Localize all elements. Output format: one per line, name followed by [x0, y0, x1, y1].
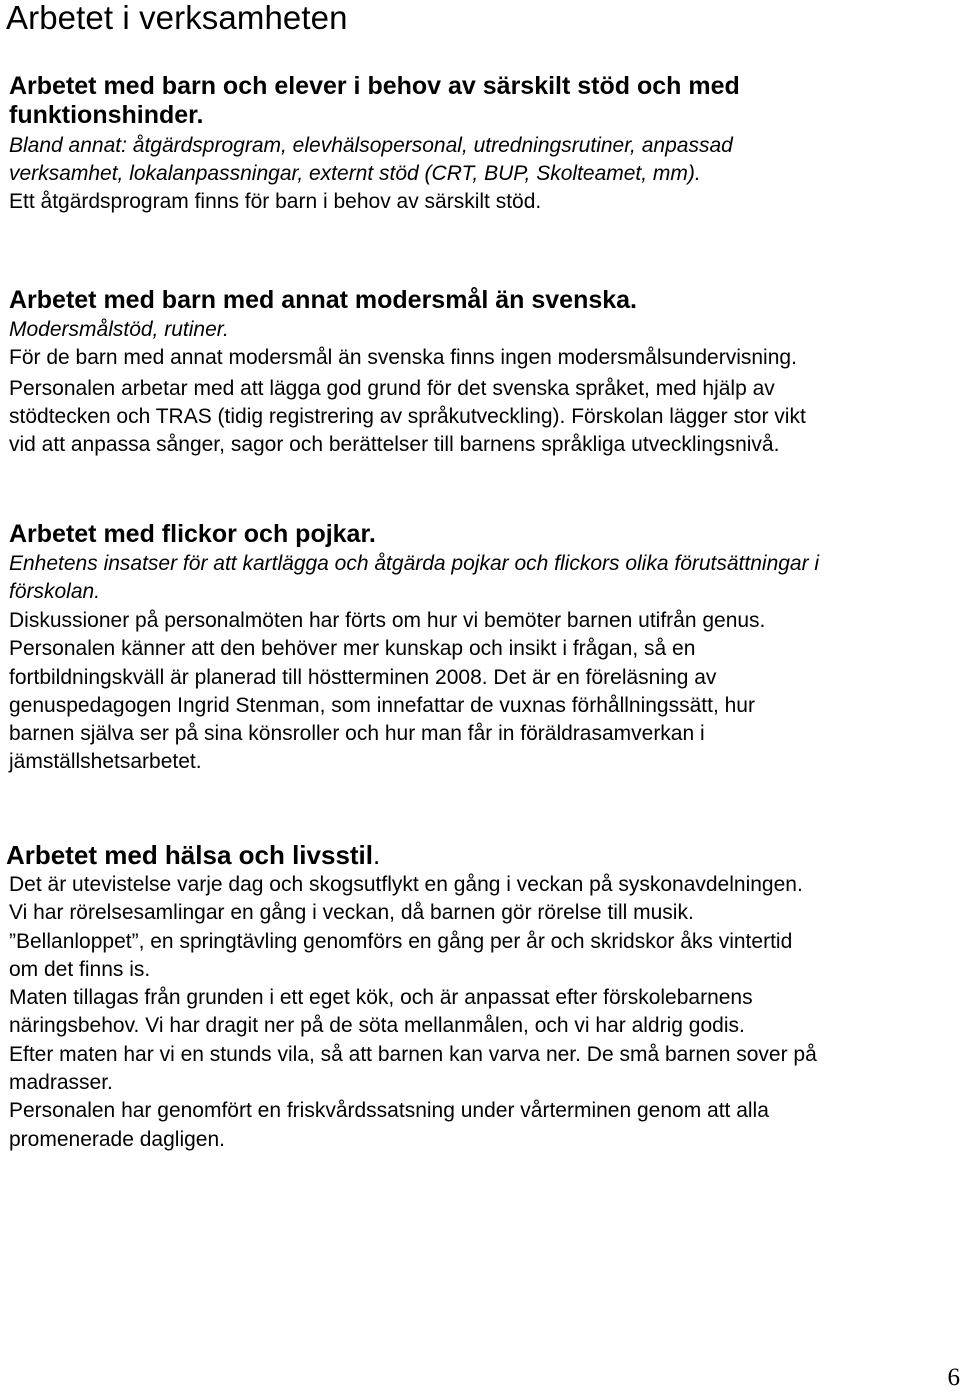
section-heading-dot: . [373, 840, 381, 870]
section-body [9, 871, 956, 1154]
paragraph-line: Personalen har genomfört en friskvårdssatsning under vårterminen genom att alla [9, 1099, 769, 1123]
page-title: Arbetet i verksamheten [6, 0, 348, 36]
paragraph-line: Maten tillagas från grunden i ett eget kök, och är anpassat efter förskolebarnens [9, 986, 753, 1010]
paragraph-line: vid att anpassa sånger, sagor och berättelser till barnens språkliga utvecklingsnivå. [9, 433, 780, 456]
section-subtitle-continued: verksamhet, lokalanpassningar, externt stöd (CRT, BUP, Skolteamet, mm). [9, 162, 701, 185]
section-special-support [9, 72, 959, 216]
section-heading: Arbetet med barn och elever i behov av särskilt stöd och med [9, 72, 740, 100]
paragraph-line: Personalen känner att den behöver mer kunskap och insikt i frågan, så en [9, 637, 696, 661]
paragraph-line: Ett åtgärdsprogram finns för barn i behov av särskilt stöd. [9, 190, 542, 213]
section-health [6, 841, 956, 1154]
page-number: 6 [947, 1364, 960, 1391]
paragraph-line: madrasser. [9, 1071, 113, 1095]
paragraph-line: genuspedagogen Ingrid Stenman, som innefattar de vuxnas förhållningssätt, hur [9, 693, 755, 717]
paragraph-line: Diskussioner på personalmöten har förts om hur vi bemöter barnen utifrån genus. [9, 609, 766, 632]
section-heading [6, 841, 956, 870]
paragraph-line: fortbildningskväll är planerad till höstterminen 2008. Det är en föreläsning av [9, 665, 717, 689]
section-subtitle: Modersmålstöd, rutiner. [9, 318, 229, 341]
section-subtitle-continued: förskolan. [9, 580, 101, 603]
paragraph-line: näringsbehov. Vi har dragit ner på de söta mellanmålen, och vi har aldrig godis. [9, 1014, 745, 1038]
paragraph-line: promenerade dagligen. [9, 1127, 225, 1151]
section-heading-text: Arbetet med hälsa och livsstil [6, 840, 374, 870]
section-heading: Arbetet med barn med annat modersmål än svenska. [9, 286, 637, 314]
paragraph-line: Efter maten har vi en stunds vila, så att barnen kan varva ner. De små barnen sover på [9, 1042, 817, 1066]
section-heading: Arbetet med flickor och pojkar. [9, 520, 376, 548]
section-subtitle: Bland annat: åtgärdsprogram, elevhälsopersonal, utredningsrutiner, anpassad [9, 134, 733, 157]
paragraph-line: ”Bellanloppet”, en springtävling genomförs en gång per år och skridskor åks vintertid [9, 929, 793, 953]
paragraph-line: Det är utevistelse varje dag och skogsutflykt en gång i veckan på syskonavdelningen. [9, 873, 803, 896]
section-subtitle: Enhetens insatser för att kartlägga och åtgärda pojkar och flickors olika förutsättningar i [9, 552, 820, 575]
section-heading-continued: funktionshinder. [9, 101, 204, 129]
paragraph-line: barnen själva ser på sina könsroller och hur man får in föräldrasamverkan i [9, 722, 705, 746]
paragraph-line: Personalen arbetar med att lägga god grund för det svenska språket, med hjälp av [9, 377, 775, 400]
section-mother-tongue [9, 286, 959, 459]
paragraph-line: För de barn med annat modersmål än svenska finns ingen modersmålsundervisning. [9, 346, 797, 369]
paragraph-line: om det finns is. [9, 957, 151, 981]
paragraph-line: jämställshetsarbetet. [9, 750, 202, 774]
section-gender [9, 520, 959, 777]
paragraph-line: stödtecken och TRAS (tidig registrering av språkutveckling). Förskolan lägger stor vikt [9, 405, 806, 428]
paragraph-line: Vi har rörelsesamlingar en gång i veckan, då barnen gör rörelse till musik. [9, 901, 694, 925]
